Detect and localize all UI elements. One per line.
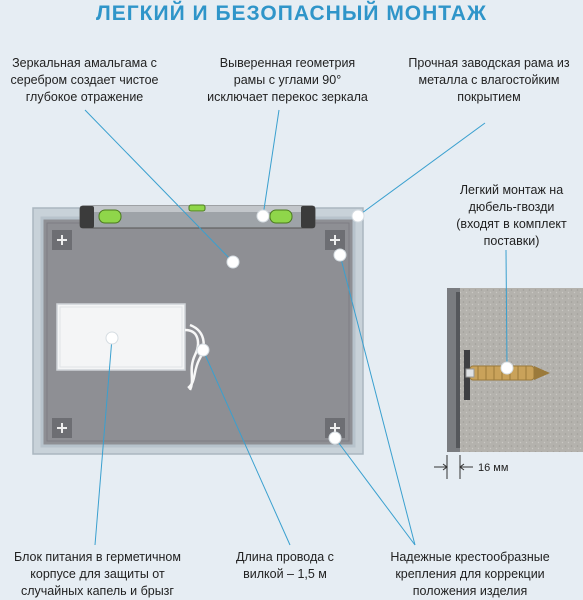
caption-power-supply: Блок питания в герметичном корпусе для защиты от случайных капель и брызг [14, 550, 181, 598]
spirit-level [80, 205, 315, 228]
caption-geometry: Выверенная геометрия рамы с углами 90° исключает перекос зеркала [207, 56, 368, 104]
caption-amalgam: Зеркальная амальгама с серебром создает чистое глубокое отражение [10, 56, 159, 104]
corner-bracket-bottom-left-icon [52, 418, 72, 438]
caption-brackets: Надежные крестообразные крепления для коррекции положения изделия [390, 550, 550, 598]
power-supply-unit [57, 304, 185, 370]
caption-mounting: Легкий монтаж на дюбель-гвозди (входят в комплект поставки) [456, 183, 567, 248]
caption-cable: Длина провода с вилкой – 1,5 м [236, 550, 334, 581]
dimension-marker [434, 455, 473, 479]
corner-bracket-top-right-icon [325, 230, 345, 250]
page-title: ЛЕГКИЙ И БЕЗОПАСНЫЙ МОНТАЖ [96, 2, 487, 25]
corner-bracket-top-left-icon [52, 230, 72, 250]
dimension-label: 16 мм [478, 462, 509, 474]
caption-frame: Прочная заводская рама из металла с влагостойким покрытием [408, 56, 570, 104]
